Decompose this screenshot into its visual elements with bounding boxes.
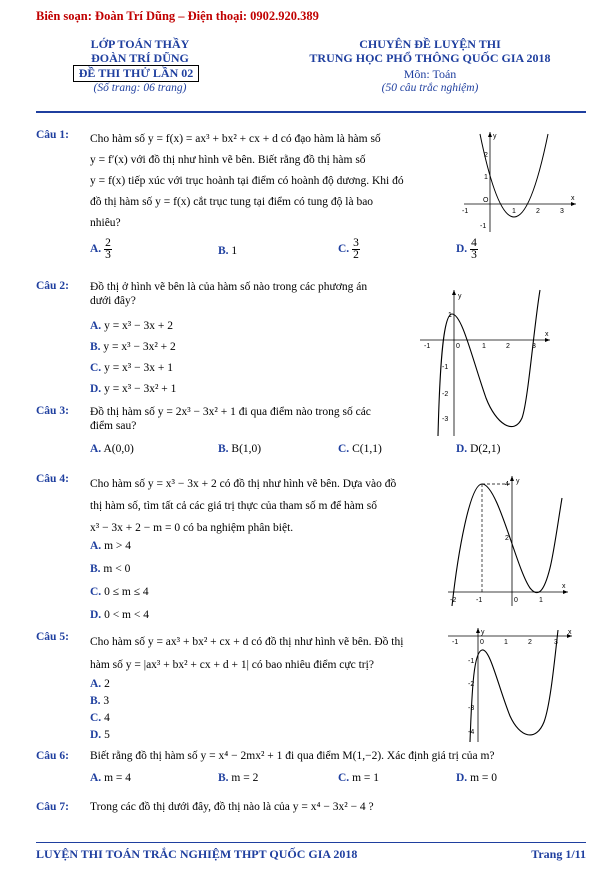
origin-label: 0 bbox=[456, 343, 460, 350]
q3-option-d[interactable]: D. D(2,1) bbox=[456, 443, 501, 455]
y-axis-arrow bbox=[510, 476, 514, 481]
q2-option-c[interactable]: C. y = x³ − 3x + 1 bbox=[90, 362, 173, 374]
header-rule bbox=[36, 111, 586, 113]
x-tick: -2 bbox=[450, 597, 457, 604]
q6-option-b[interactable]: B. m = 2 bbox=[218, 772, 259, 784]
q5-option-b[interactable]: B. 3 bbox=[90, 695, 110, 707]
x-label: x bbox=[568, 629, 572, 636]
y-tick: -3 bbox=[468, 705, 475, 712]
footer-rule bbox=[36, 842, 586, 843]
q4-label: Câu 4: bbox=[36, 473, 69, 485]
q4-options bbox=[90, 535, 149, 627]
y-tick: -1 bbox=[468, 658, 475, 665]
left-pages: (Số trang: 06 trang) bbox=[93, 82, 187, 94]
y-tick: 2 bbox=[505, 535, 509, 542]
q5-option-a[interactable]: A. 2 bbox=[90, 678, 110, 690]
y-label: y bbox=[458, 293, 462, 300]
graph-q1 bbox=[460, 128, 580, 236]
q4-line: x³ − 3x + 2 − m = 0 có ba nghiệm phân biệt. bbox=[90, 522, 294, 534]
x-tick: 1 bbox=[512, 208, 516, 215]
q6-label: Câu 6: bbox=[36, 750, 69, 762]
origin-label: O bbox=[483, 197, 489, 204]
x-tick: 3 bbox=[560, 208, 564, 215]
x-label: x bbox=[545, 331, 549, 338]
left-exam: ĐỀ THI THỬ LẦN 02 bbox=[73, 65, 199, 82]
graph-q3 bbox=[444, 472, 574, 608]
x-tick: -1 bbox=[424, 343, 431, 350]
x-tick: 3 bbox=[554, 639, 558, 646]
q2-option-d[interactable]: D. y = x³ − 3x² + 1 bbox=[90, 383, 177, 395]
q5-option-d[interactable]: D. 5 bbox=[90, 729, 110, 741]
q1-line: y = f(x) tiếp xúc với trục hoành tại điểm có hoành độ dương. Khi đó bbox=[90, 175, 404, 187]
right-count: (50 câu trắc nghiệm) bbox=[381, 82, 479, 94]
q6-option-a[interactable]: A. m = 4 bbox=[90, 772, 131, 784]
q2-text bbox=[90, 280, 412, 308]
q1-line: y = f′(x) với đồ thị như hình vẽ bên. Biết rằng đồ thị hàm số bbox=[90, 154, 366, 166]
x-tick: 2 bbox=[528, 639, 532, 646]
x-tick: 3 bbox=[532, 343, 536, 350]
fraction: $\frac{2}{3}$ bbox=[105, 237, 111, 261]
q5-option-c[interactable]: C. 4 bbox=[90, 712, 110, 724]
y-tick: -2 bbox=[442, 391, 449, 398]
x-tick: -1 bbox=[462, 208, 469, 215]
origin-label: 0 bbox=[514, 597, 518, 604]
q4-option-b[interactable]: B. m < 0 bbox=[90, 563, 131, 575]
q4-option-d[interactable]: D. 0 < m < 4 bbox=[90, 609, 149, 621]
right-title2: TRUNG HỌC PHỔ THÔNG QUỐC GIA 2018 bbox=[309, 51, 551, 65]
graph-q2 bbox=[416, 286, 556, 438]
q1-text bbox=[90, 129, 456, 234]
q2-line: Đồ thị ở hình vẽ bên là của hàm số nào trong các phương án bbox=[90, 281, 368, 293]
x-tick: 1 bbox=[504, 639, 508, 646]
q5-line: Cho hàm số y = ax³ + bx² + cx + d có đồ thị như hình vẽ bên. Đồ thị bbox=[90, 636, 404, 648]
q4-option-c[interactable]: C. 0 ≤ m ≤ 4 bbox=[90, 586, 149, 598]
y-tick: 4 bbox=[505, 481, 509, 488]
y-tick: 1 bbox=[448, 312, 452, 319]
curve-cubic bbox=[470, 630, 558, 742]
footer-left: LUYỆN THI TOÁN TRẮC NGHIỆM THPT QUỐC GIA 2018 bbox=[36, 847, 358, 861]
left-name: ĐOÀN TRÍ DŨNG bbox=[91, 51, 189, 65]
q3-option-a[interactable]: A. A(0,0) bbox=[90, 443, 134, 455]
q4-option-a[interactable]: A. m > 4 bbox=[90, 540, 131, 552]
q2-label: Câu 2: bbox=[36, 280, 69, 292]
q4-text bbox=[90, 473, 438, 539]
x-tick: -1 bbox=[452, 639, 459, 646]
q2-options bbox=[90, 316, 176, 400]
q5-text bbox=[90, 631, 440, 677]
curve-cubic bbox=[438, 290, 540, 436]
q7-label: Câu 7: bbox=[36, 801, 69, 813]
q6-text: Biết rằng đồ thị hàm số y = x⁴ − 2mx² + 1 đi qua điểm M(1,−2). Xác định giá trị của m? bbox=[90, 750, 495, 762]
x-axis-arrow bbox=[563, 590, 568, 594]
q3-line: điểm sau? bbox=[90, 420, 137, 432]
y-label: y bbox=[516, 478, 520, 485]
q5-label: Câu 5: bbox=[36, 631, 69, 643]
x-axis-arrow bbox=[571, 202, 576, 206]
q1-line: đồ thị hàm số y = f(x) cắt trục tung tại điểm có tung độ là bao bbox=[90, 196, 374, 208]
y-tick: 1 bbox=[484, 174, 488, 181]
y-tick: -2 bbox=[468, 681, 475, 688]
q3-label: Câu 3: bbox=[36, 405, 69, 417]
q5-options bbox=[90, 676, 110, 744]
q1-line: nhiêu? bbox=[90, 217, 121, 229]
x-axis-arrow bbox=[545, 338, 550, 342]
q2-option-b[interactable]: B. y = x³ − 3x² + 2 bbox=[90, 341, 176, 353]
q1-option-a[interactable]: A. $\frac{2}{3}$ bbox=[90, 237, 111, 261]
x-label: x bbox=[562, 583, 566, 590]
y-tick: -1 bbox=[480, 223, 487, 230]
q6-option-c[interactable]: C. m = 1 bbox=[338, 772, 379, 784]
x-label: x bbox=[571, 195, 575, 202]
q4-line: Cho hàm số y = x³ − 3x + 2 có đồ thị như hình vẽ bên. Dựa vào đồ bbox=[90, 478, 397, 490]
curve-cubic bbox=[452, 484, 562, 606]
author-line: Biên soạn: Đoàn Trí Dũng – Điện thoại: 0902.920.389 bbox=[36, 9, 319, 23]
y-tick: -1 bbox=[442, 364, 449, 371]
right-subject: Môn: Toán bbox=[403, 67, 457, 81]
fraction: $\frac{3}{2}$ bbox=[353, 237, 359, 261]
q2-line: dưới đây? bbox=[90, 295, 136, 307]
q1-option-d[interactable]: D. $\frac{4}{3}$ bbox=[456, 237, 477, 261]
x-tick: 1 bbox=[482, 343, 486, 350]
x-tick: -1 bbox=[476, 597, 483, 604]
y-label: y bbox=[493, 133, 497, 140]
q5-line: hàm số y = |ax³ + bx² + cx + d + 1| có bao nhiêu điểm cực trị? bbox=[90, 659, 374, 671]
graph-q4 bbox=[444, 626, 578, 744]
x-tick: 1 bbox=[539, 597, 543, 604]
q3-line: Đồ thị hàm số y = 2x³ − 3x² + 1 đi qua điểm nào trong số các bbox=[90, 406, 371, 418]
y-axis-arrow bbox=[488, 132, 492, 137]
y-tick: -3 bbox=[442, 416, 449, 423]
origin-label: 0 bbox=[480, 639, 484, 646]
footer-page: Trang 1/11 bbox=[531, 847, 586, 861]
y-tick: 2 bbox=[484, 152, 488, 159]
y-axis-arrow bbox=[452, 290, 456, 295]
q3-text bbox=[90, 405, 412, 433]
q3-option-b[interactable]: B. B(1,0) bbox=[218, 443, 262, 455]
q1-option-c[interactable]: C. $\frac{3}{2}$ bbox=[338, 237, 359, 261]
q6-option-d[interactable]: D. m = 0 bbox=[456, 772, 497, 784]
q1-label: Câu 1: bbox=[36, 129, 69, 141]
q7-text: Trong các đồ thị dưới đây, đồ thị nào là của y = x⁴ − 3x² − 4 ? bbox=[90, 801, 374, 813]
fraction: $\frac{4}{3}$ bbox=[471, 237, 477, 261]
x-tick: 2 bbox=[536, 208, 540, 215]
y-label: y bbox=[481, 629, 485, 636]
x-tick: 2 bbox=[506, 343, 510, 350]
q4-line: thị hàm số, tìm tất cả các giá trị thực của tham số m để hàm số bbox=[90, 500, 377, 512]
q1-option-b[interactable]: B. 1 bbox=[218, 245, 238, 257]
y-axis-arrow bbox=[476, 628, 480, 633]
left-title: LỚP TOÁN THẦY bbox=[90, 37, 190, 51]
q1-line: Cho hàm số y = f(x) = ax³ + bx² + cx + d có đạo hàm là hàm số bbox=[90, 133, 381, 145]
y-tick: -4 bbox=[468, 729, 475, 736]
q3-option-c[interactable]: C. C(1,1) bbox=[338, 443, 382, 455]
right-title1: CHUYÊN ĐỀ LUYỆN THI bbox=[359, 37, 501, 51]
q2-option-a[interactable]: A. y = x³ − 3x + 2 bbox=[90, 320, 173, 332]
